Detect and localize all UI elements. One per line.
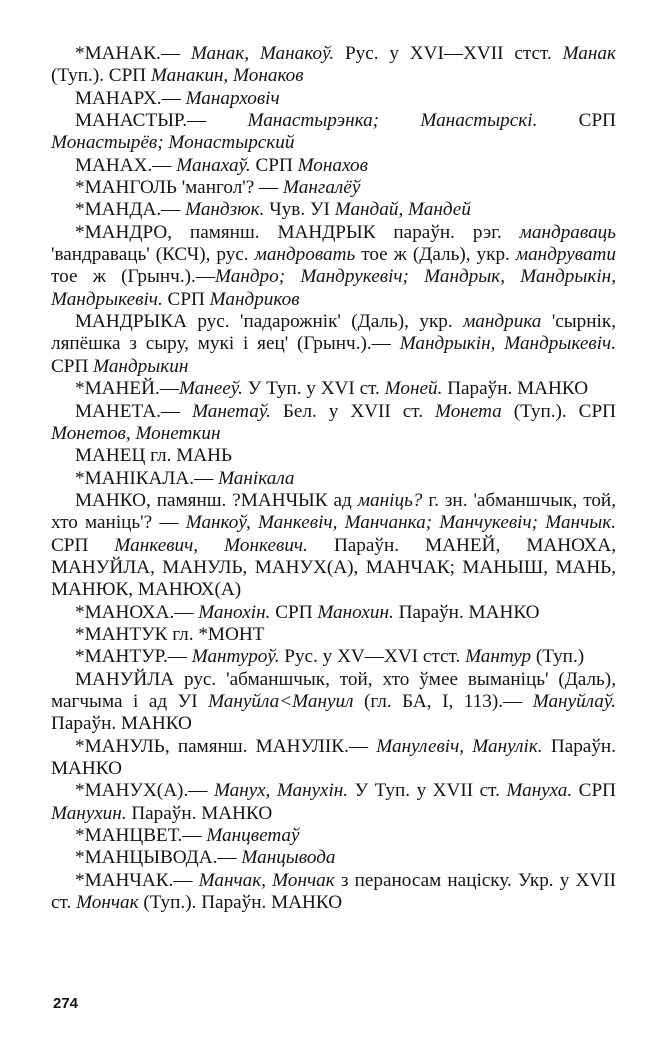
entry-maney: *МАНЕЙ.—Манееў. У Туп. у XVI ст. Моней. Параўн. МАНКО <box>75 378 589 400</box>
entry-manets: МАНЕЦ гл. МАНЬ <box>75 445 233 467</box>
entry-mantur: *МАНТУР.— Мантуроў. Рус. у XV—XVI стст. Мантур (Туп.) <box>75 646 585 668</box>
entry-manakh: МАНАХ.— Манахаў. СРП Монахов <box>75 154 368 176</box>
dictionary-text <box>51 43 616 914</box>
entry-mandro: *МАНДРО, памянш. МАНДРЫК параўн. рэг. мандраваць 'вандраваць' (КСЧ), рус. мандровать тое ж (Даль), укр. мандрувати тое ж (Грынч.).—Мандро; Мандрукевіч; Мандрык, Мандрыкін, Мандрыкевіч. СРП Мандриков <box>51 221 617 310</box>
entry-manchak: *МАНЧАК.— Манчак, Мончак з пераносам націску. Укр. у XVII ст. Мончак (Туп.). Параўн. МАНКО <box>51 869 617 914</box>
entry-manko: МАНКО, памянш. ?МАНЧЫК ад маніць? г. зн. 'абманшчык, той, хто маніць'? — Манкоў, Манкевіч, Манчанка; Манчукевіч; Манчык. СРП Манкевич, Монкевич. Параўн. МАНЕЙ, МАНОХА, МАНУЙЛА, МАНУЛЬ, МАНУХ(А), МАНЧАК; МАНЫШ, МАНЬ, МАНЮК, МАНЮХ(А) <box>51 489 616 601</box>
entry-mandryka: МАНДРЫКА рус. 'падарожнік' (Даль), укр. мандрика 'сырнік, ляпёшка з сыру, мукі і яец' (Грынч.).— Мандрыкін, Мандрыкевіч. СРП Мандрыкин <box>51 311 616 377</box>
entry-mantuk: *МАНТУК гл. *МОНТ <box>75 623 265 645</box>
entry-mangol: *МАНГОЛЬ 'мангол'? — Мангалёў <box>75 177 361 199</box>
entry-manukh: *МАНУХ(А).— Манух, Манухін. У Туп. у XVII ст. Мануха. СРП Манухин. Параўн. МАНКО <box>51 780 616 824</box>
entry-manarkh: МАНАРХ.— Манарховіч <box>75 87 280 109</box>
entry-manokha: *МАНОХА.— Манохін. СРП Манохин. Параўн. МАНКО <box>75 601 540 623</box>
entry-manda: *МАНДА.— Мандзюк. Чув. УІ Мандай, Мандей <box>75 199 471 221</box>
page-number: 274 <box>53 995 79 1012</box>
entry-manikala: *МАНІКАЛА.— Манікала <box>75 467 295 489</box>
entry-manastyr: МАНАСТЫР.— Манастырэнка; Манастырскі. СРП Монастырёв; Монастырский <box>51 110 616 154</box>
entry-maneta: МАНЕТА.— Манетаў. Бел. у XVII ст. Монета (Туп.). СРП Монетов, Монеткин <box>51 400 617 444</box>
entry-manul: *МАНУЛЬ, памянш. МАНУЛІК.— Манулевіч, Манулік. Параўн. МАНКО <box>51 735 616 779</box>
entry-mantsvet: *МАНЦВЕТ.— Манцветаў <box>75 825 300 847</box>
entry-manuyla: МАНУЙЛА рус. 'абманшчык, той, хто ўмее выманіць' (Даль), магчыма і ад УІ Мануйла<Мануил (гл. БА, I, 113).— Мануйлаў. Параўн. МАНКО <box>51 668 616 735</box>
entry-mantsyvoda: *МАНЦЫВОДА.— Манцывода <box>75 847 336 869</box>
entry-manak: *МАНАК.— Манак, Манакоў. Рус. у XVI—XVII стст. Манак (Туп.). СРП Манакин, Монаков <box>51 43 616 87</box>
